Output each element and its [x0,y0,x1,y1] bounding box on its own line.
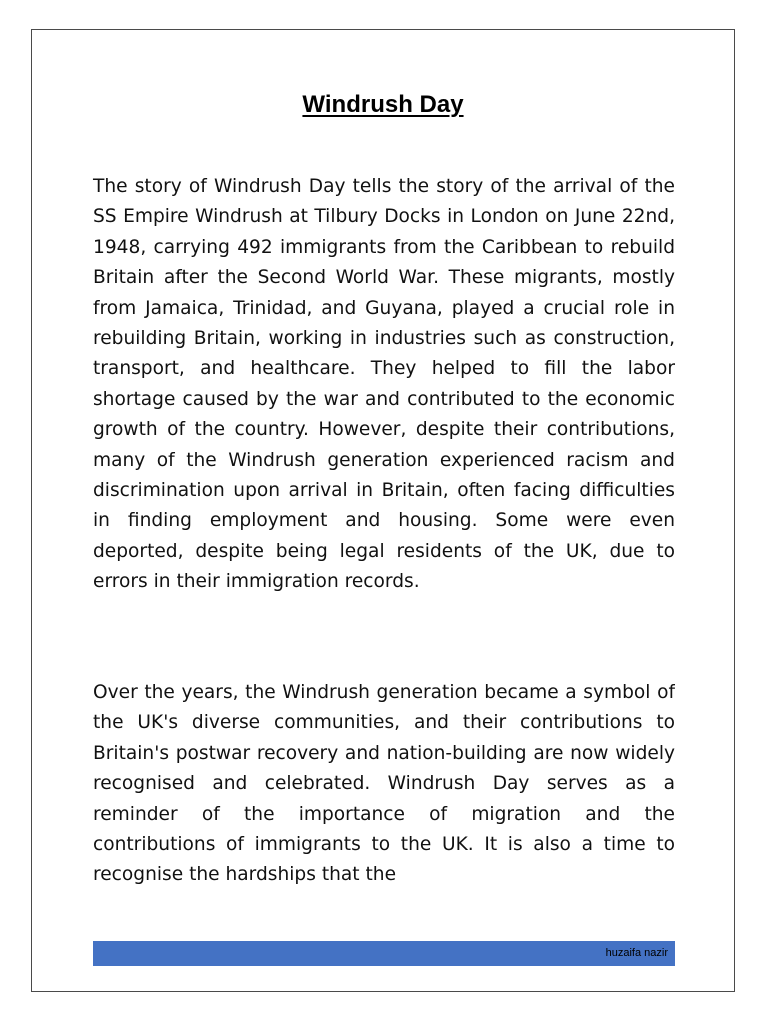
page-title: Windrush Day [302,91,464,118]
footer-bar [93,941,675,966]
footer-author: huzaifa nazir [605,947,668,959]
body-paragraph-1: The story of Windrush Day tells the story of the arrival of the SS Empire Windrush at Tilbury Docks in London on June 22nd, 1948, carrying 492 immigrants from the Caribbean to rebuild Britain after the Second World War. These migrants, mostly from Jamaica, Trinidad, and Guyana, played a crucial role in rebuilding Britain, working in industries such as construction, transport, and healthcare. They helped to fill the labor shortage caused by the war and contributed to the economic growth of the country. However, despite their contributions, many of the Windrush generation experienced racism and discrimination upon arrival in Britain, often facing difficulties in finding employment and housing. Some were even deported, despite being legal residents of the UK, due to errors in their immigration records. [93,176,675,593]
body-paragraph-2: Over the years, the Windrush generation became a symbol of the UK's diverse communities, and their contributions to Britain's postwar recovery and nation-building are now widely recognised and celebrated. Windrush Day serves as a reminder of the importance of migration and the contributions of immigrants to the UK. It is also a time to recognise the hardships that the [93,682,675,886]
document-page [31,29,735,992]
